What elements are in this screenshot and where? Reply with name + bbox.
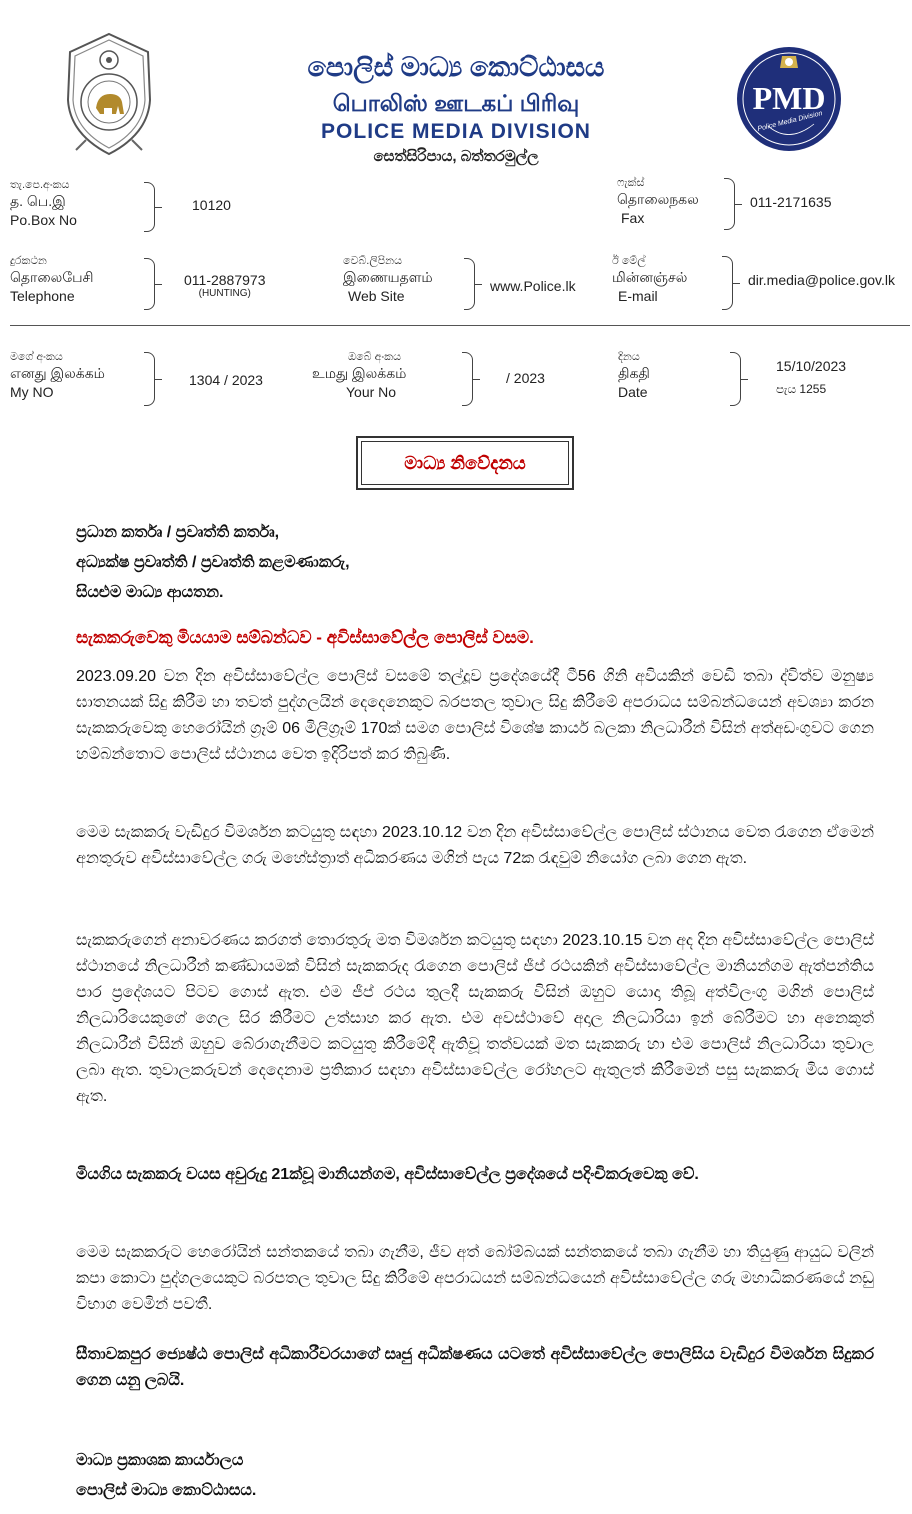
pobox-value: 10120 — [192, 197, 231, 213]
fax-value: 011-2171635 — [750, 194, 832, 210]
fax-label: ෆැක්ස් தொலைநகல Fax — [617, 177, 699, 226]
addressee-3: සියළුම මාධ්‍ය ආයතන. — [76, 584, 224, 601]
signature-block — [76, 1446, 256, 1506]
telephone-brace — [144, 258, 155, 310]
header-address: සෙත්සිරිපාය, බත්තරමුල්ල — [373, 148, 539, 165]
website-value[interactable]: www.Police.lk — [490, 278, 576, 294]
telephone-label: දුරකථන தொலைபேசி Telephone — [10, 255, 94, 304]
website-brace — [464, 258, 475, 310]
pobox-label: තැ.පෙ.අංකය த. பெ.இ Po.Box No — [10, 179, 77, 228]
my-no-brace — [144, 352, 155, 406]
date-brace — [730, 352, 741, 406]
date-value: 15/10/2023 — [776, 358, 847, 374]
header-divider — [10, 325, 910, 326]
header-title-tamil: பொலிஸ் ஊடகப் பிரிவு — [332, 90, 580, 116]
website-label: වෙබ්.ලිපිනය இணையதளம் Web Site — [343, 255, 433, 304]
header-title-english: POLICE MEDIA DIVISION — [321, 120, 591, 143]
email-label: ඊ මේල් மின்னஞ்சல் E-mail — [612, 255, 688, 304]
my-no-label: මගේ අංකය எனது இலக்கம் My NO — [10, 351, 105, 400]
paragraph-2: මෙම සැකකරු වැඩිදුර විමර්ශන කටයුතු සඳහා 2023.10.12 වන දින අවිස්සාවේල්ල පොලිස් ස්ථානය වෙත රැගෙන ඒමෙන් අනතුරුව අවිස්සාවේල්ල ගරු මහේස්ත්‍රාත් අධිකරණය මගින් පැය 72ක රැඳවුම් නියෝග ලබා ගෙන ඇත. — [76, 824, 874, 867]
my-no-value: 1304 / 2023 — [189, 372, 263, 388]
date-time: පැය 1255 — [776, 382, 827, 396]
your-no-label: ඔබේ අංකය உமது இலக்கம் Your No — [312, 351, 407, 400]
telephone-value: 011-2887973 (HUNTING) — [184, 272, 266, 299]
email-value[interactable]: dir.media@police.gov.lk — [748, 272, 896, 288]
paragraph-6: සීතාවකපුර ජ්‍යෙෂ්ඨ පොලිස් අධිකාරීවරයාගේ සෘජු අධීක්ෂණය යටතේ අවිස්සාවේල්ල පොලිසිය වැඩිදුර විමර්ශන සිදුකර ගෙන යනු ලබයි. — [76, 1346, 874, 1389]
addressee-2: අධ්‍යක්ෂ ප්‍රවෘත්ති / ප්‍රවෘත්ති කළමණාකරු, — [76, 554, 350, 571]
signature-line-1: මාධ්‍ය ප්‍රකාශක කාර්යාලය — [76, 1452, 244, 1469]
notice-title: මාධ්‍ය නිවේදනය — [404, 453, 526, 473]
paragraph-1: 2023.09.20 වන දින අවිස්සාවේල්ල පොලිස් වසමේ තල්දූව ප්‍රදේශයේදී ටී56 ගිනි අවියකින් වෙඩි තබා ද්විත්ව මනුෂ්‍ය ඝාතනයක් සිදු කිරීම හා තවත් පුද්ගලයින් දෙදෙනෙකුට බරපතල තුවාල සිදු කිරීමේ අපරාධය සම්බන්ධයෙන් අවශ්‍යා කරන සැකකරුවෙකු හෙරෝයින් ග්‍රෑම් 06 මිලිග්‍රෑම් 170ක් සමග පොලිස් විශේෂ කාර්ය බලකා නිලධාරීන් විසින් අත්අඩංගුවට ගෙන හම්බන්තොට පොලිස් ස්ථානය වෙත ඉදිරිපත් කර තිබුණි. — [76, 668, 874, 763]
your-no-value: / 2023 — [506, 370, 545, 386]
pmd-logo-ring-text: Police Media Division — [756, 110, 824, 133]
pmd-logo-text: PMD — [752, 80, 826, 116]
paragraph-4: මියගිය සැකකරු වයස අවුරුදු 21ක්වූ මානියන්ගම, අවිස්සාවේල්ල ප්‍රදේශයේ පදිංචිකරුවෙකු වේ. — [76, 1166, 699, 1183]
paragraph-3: සැකකරුගෙන් අනාවරණය කරගත් තොරතුරු මත විමර්ශන කටයුතු සඳහා 2023.10.15 වන අද දින අවිස්සාවේල්ල පොලිස් ස්ථානයේ නිලධාරීන් කණ්ඩායමක් විසින් සැකකරුද රැගෙන පොලිස් ජීප් රථයකින් අවිස්සාවේල්ල මානියන්ගම ඇත්පන්තිය පාර ප්‍රදේශයට පිටව ගොස් ඇත. එම ජීප් රථය තුලදී සැකකරු විසින් ඔහුට යොදා තිබූ අත්විලංගු මගින් පොලිස් නිලධාරියෙකුගේ ගෙල සිර කිරීමට උත්සාහ කර ඇත. එම අවස්ථාවේ අදාල නිලධාරියා ඉන් බේරීමට හා අනෙකුත් නිලධාරීන් විසින් ඔහුව බේරාගැනීමට කටයුතු කිරීමේදී ඇතිවූ තත්වයක් මත සැකකරු හා එම පොලිස් නිලධාරියා තුවාල ලබා ඇත. තුවාලකරුවන් දෙදෙනාම ප්‍රතිකාර සඳහා අවිස්සාවේල්ල රෝහලට ඇතුලත් කිරීමෙන් පසු සැකකරු මිය ගොස් ඇත. — [76, 932, 874, 1105]
paragraph-5: මෙම සැකකරුට හෙරෝයින් සන්තකයේ තබා ගැනීම, ජීව අත් බෝම්බයක් සන්තකයේ තබා ගැනීම හා තියුණු ආයුධ වලින් කපා කොටා පුද්ගලයෙකුට බරපතල තුවාල සිදු කිරීමේ අපරාධයන් සම්බන්ධයෙන් අවිස්සාවේල්ල ගරු මහාධිකරණයේ නඩු විභාග වෙමින් පවතී. — [76, 1244, 874, 1313]
telephone-hunting-note: (HUNTING) — [198, 288, 251, 299]
email-brace — [722, 256, 733, 310]
subject-line: සැකකරුවෙකු මියයාම සම්බන්ධව - අවිස්සාවේල්ල පොලිස් වසම. — [76, 628, 534, 647]
header-title-sinhala: පොලිස් මාධ්‍ය කොට්ඨාසය — [307, 52, 605, 82]
your-no-brace — [462, 352, 473, 406]
fax-brace — [724, 178, 735, 230]
date-label: දිනය திகதி Date — [618, 351, 650, 400]
notice-title-box — [356, 436, 574, 490]
addressee-1: ප්‍රධාන කර්තෘ / ප්‍රවෘත්ති කර්තෘ, — [76, 524, 280, 541]
pobox-brace — [144, 182, 155, 232]
signature-line-2: පොලිස් මාධ්‍ය කොට්ඨාසය. — [76, 1482, 257, 1499]
